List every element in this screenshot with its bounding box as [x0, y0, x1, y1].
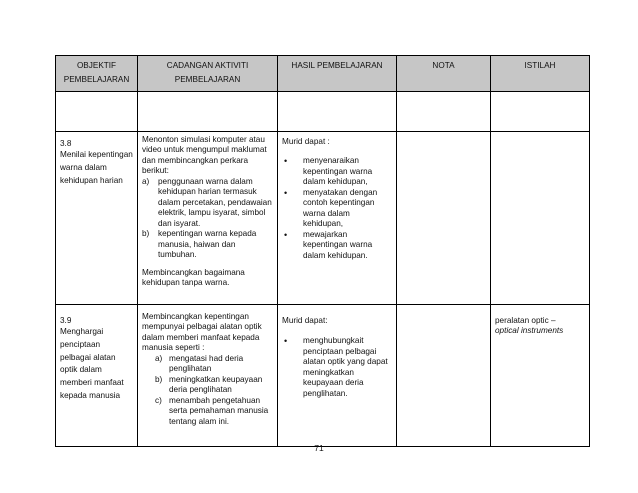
nota-cell — [397, 304, 491, 446]
list-item: • mewajarkan kepentingan warna dalam kehidupan. — [282, 230, 392, 262]
outcome-cell — [278, 131, 397, 304]
list-item: • menyatakan dengan contoh kepentingan warna dalam kehidupan, — [282, 188, 392, 230]
nota-cell — [397, 131, 491, 304]
objective-number: 3.8 — [60, 138, 72, 148]
activity-list — [142, 354, 273, 428]
activity-outro: Membincangkan bagaimana kehidupan tanpa warna. — [142, 267, 245, 288]
list-item: a) penggunaan warna dalam kehidupan harian termasuk dalam percetakan, pendawaian elektrik, lampu isyarat, simbol dan isyarat. — [142, 176, 272, 228]
header-nota: NOTA — [397, 56, 491, 92]
activity-list — [142, 177, 273, 261]
header-hasil: HASIL PEMBELAJARAN — [278, 56, 397, 92]
objective-cell — [56, 131, 138, 304]
header-cadangan: CADANGAN AKTIVITI PEMBELAJARAN — [138, 56, 278, 92]
activity-cell — [138, 131, 278, 304]
outcome-cell — [278, 304, 397, 446]
objective-number: 3.9 — [60, 315, 72, 325]
istilah-cell — [491, 131, 590, 304]
header-objektif: OBJEKTIF PEMBELAJARAN — [56, 56, 138, 92]
table-row — [56, 131, 590, 304]
list-item: a) mengatasi had deria penglihatan — [155, 353, 244, 374]
list-item: b) kepentingan warna kepada manusia, haiwan dan tumbuhan. — [142, 229, 257, 260]
page-number: 71 — [314, 443, 324, 453]
objective-text: Menilai kepentingan warna dalam kehidupan harian — [60, 150, 133, 185]
outcome-list — [282, 336, 392, 399]
activity-cell — [138, 304, 278, 446]
outcome-intro: Murid dapat: — [282, 315, 328, 325]
activity-intro: Menonton simulasi komputer atau video untuk mengumpul maklumat dan membincangkan perkara berikut: — [142, 134, 267, 176]
spacer-row — [56, 91, 590, 131]
curriculum-table — [55, 55, 590, 447]
activity-intro: Membincangkan kepentingan mempunyai pelbagai alatan optik dalam memberi manfaat kepada manusia seperti : — [142, 311, 262, 353]
istilah-cell — [491, 304, 590, 446]
list-item: • menghubungkait penciptaan pelbagai alatan optik yang dapat meningkatkan keupayaan deria penglihatan. — [282, 336, 392, 399]
istilah-text: peralatan optic – — [495, 315, 556, 325]
list-item: • menyenaraikan kepentingan warna dalam kehidupan, — [282, 156, 392, 188]
outcome-list — [282, 156, 392, 261]
outcome-intro: Murid dapat : — [282, 136, 330, 146]
header-row — [56, 56, 590, 92]
objective-cell — [56, 304, 138, 446]
header-istilah: ISTILAH — [491, 56, 590, 92]
list-item: c) menambah pengetahuan serta pemahaman manusia tentang alam ini. — [155, 395, 269, 426]
istilah-english: optical instruments — [495, 326, 564, 336]
objective-text: Menghargai penciptaan pelbagai alatan optik dalam memberi manfaat kepada manusia — [60, 327, 124, 400]
table-row — [56, 304, 590, 446]
list-item: b) meningkatkan keupayaan deria penglihatan — [155, 374, 263, 395]
